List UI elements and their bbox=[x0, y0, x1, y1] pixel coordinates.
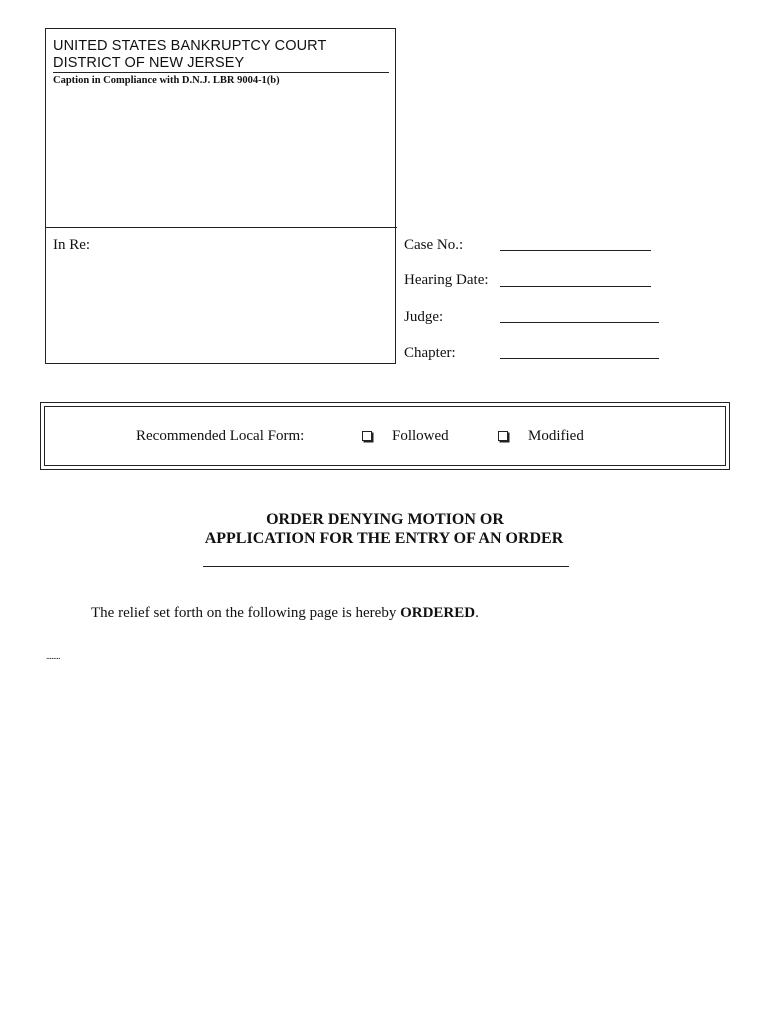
footer-marker: ........ bbox=[46, 651, 60, 661]
followed-checkbox-icon[interactable] bbox=[362, 431, 372, 441]
chapter-label: Chapter: bbox=[404, 345, 456, 361]
relief-ordered: ORDERED bbox=[400, 605, 476, 621]
local-form-label: Recommended Local Form: bbox=[136, 428, 305, 444]
court-district: DISTRICT OF NEW JERSEY bbox=[53, 55, 245, 71]
modified-label: Modified bbox=[528, 428, 584, 444]
judge-field[interactable] bbox=[500, 322, 659, 323]
relief-statement bbox=[91, 605, 479, 622]
followed-label: Followed bbox=[392, 428, 449, 444]
caption-compliance-note: Caption in Compliance with D.N.J. LBR 9004-1(b) bbox=[53, 75, 280, 86]
modified-checkbox-icon[interactable] bbox=[498, 431, 508, 441]
hearing-date-field[interactable] bbox=[500, 286, 651, 287]
chapter-field[interactable] bbox=[500, 358, 659, 359]
order-title-line-1: ORDER DENYING MOTION OR bbox=[266, 511, 504, 528]
caption-divider bbox=[45, 227, 397, 228]
title-underline bbox=[203, 566, 569, 567]
district-underline bbox=[53, 72, 389, 73]
order-title-line-2: APPLICATION FOR THE ENTRY OF AN ORDER bbox=[204, 530, 564, 547]
relief-text: The relief set forth on the following page is hereby bbox=[91, 605, 401, 621]
relief-period: . bbox=[475, 605, 479, 621]
hearing-date-label: Hearing Date: bbox=[404, 272, 489, 288]
case-no-field[interactable] bbox=[500, 250, 651, 251]
case-no-label: Case No.: bbox=[404, 237, 464, 253]
judge-label: Judge: bbox=[404, 309, 444, 325]
court-name: UNITED STATES BANKRUPTCY COURT bbox=[53, 38, 327, 54]
in-re-label: In Re: bbox=[53, 237, 91, 253]
